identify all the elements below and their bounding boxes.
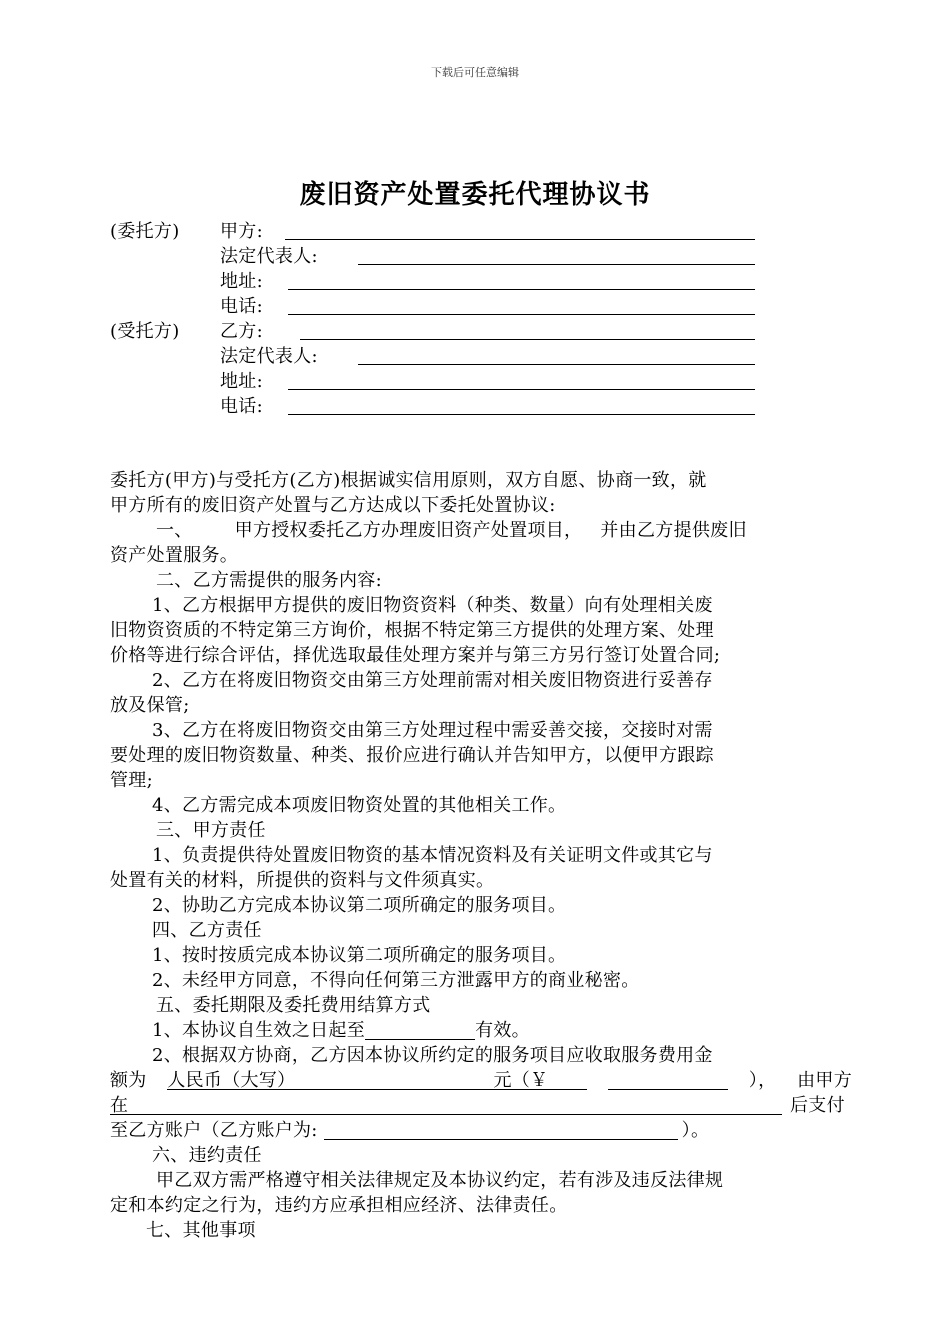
body-line: 资产处置服务。	[110, 545, 239, 566]
body-line: 甲方所有的废旧资产处置与乙方达成以下委托处置协议:	[110, 495, 556, 516]
body-line: 委托方(甲方)与受托方(乙方)根据诚实信用原则，双方自愿、协商一致，就	[110, 470, 707, 491]
party-b-phone-blank[interactable]	[288, 414, 755, 415]
body-line: 甲乙双方需严格遵守相关法律规定及本协议约定，若有涉及违反法律规	[156, 1170, 724, 1191]
payment-time-blank[interactable]: 在	[110, 1093, 782, 1115]
party-a-role: (委托方)	[110, 221, 180, 242]
body-line: 3、乙方在将废旧物资交由第三方处理过程中需妥善交接，交接时对需	[152, 720, 713, 741]
body-line: 2、乙方在将废旧物资交由第三方处理前需对相关废旧物资进行妥善存	[152, 670, 713, 691]
section-heading: 四、乙方责任	[152, 920, 262, 941]
party-b-phone-label: 电话:	[220, 396, 263, 417]
body-line: 价格等进行综合评估，择优选取最佳处理方案并与第三方另行签订处置合同;	[110, 645, 721, 666]
body-line: 定和本约定之行为，违约方应承担相应经济、法律责任。	[110, 1195, 568, 1216]
body-line: 旧物资资质的不特定第三方询价，根据不特定第三方提供的处理方案、处理	[110, 620, 714, 641]
body-line: 1、乙方根据甲方提供的废旧物资资料（种类、数量）向有处理相关废	[152, 595, 713, 616]
body-line: 2、根据双方协商，乙方因本协议所约定的服务项目应收取服务费用金	[152, 1045, 713, 1066]
document-title: 废旧资产处置委托代理协议书	[299, 180, 651, 210]
body-line: 2、协助乙方完成本协议第二项所确定的服务项目。	[152, 895, 567, 916]
section-heading: 五、委托期限及委托费用结算方式	[156, 995, 431, 1016]
party-b-address-blank[interactable]	[288, 389, 755, 390]
party-a-rep-label: 法定代表人:	[220, 246, 318, 267]
party-b-address-label: 地址:	[220, 371, 263, 392]
account-blank[interactable]	[324, 1118, 678, 1140]
body-line: 4、乙方需完成本项废旧物资处置的其他相关工作。	[152, 795, 567, 816]
section-heading: 六、违约责任	[152, 1145, 262, 1166]
body-line: 1、按时按质完成本协议第二项所确定的服务项目。	[152, 945, 567, 966]
party-a-label: 甲方:	[220, 221, 263, 242]
body-line: 1、负责提供待处置废旧物资的基本情况资料及有关证明文件或其它与	[152, 845, 713, 866]
party-a-name-blank[interactable]	[285, 239, 755, 240]
party-a-address-label: 地址:	[220, 271, 263, 292]
term-line: 1、本协议自生效之日起至 有效。	[152, 1020, 530, 1041]
party-a-rep-blank[interactable]	[358, 264, 755, 265]
body-line: 2、未经甲方同意，不得向任何第三方泄露甲方的商业秘密。	[152, 970, 640, 991]
section-1-number: 一、	[156, 520, 193, 541]
party-b-role: (受托方)	[110, 321, 180, 342]
party-a-phone-label: 电话:	[220, 296, 263, 317]
payment-time-line: 在 后支付	[110, 1095, 845, 1116]
body-line: 管理;	[110, 770, 153, 791]
body-line: 放及保管;	[110, 695, 190, 716]
fee-number-blank[interactable]	[608, 1068, 728, 1090]
party-b-rep-label: 法定代表人:	[220, 346, 318, 367]
body-line: 处置有关的材料，所提供的资料与文件须真实。	[110, 870, 495, 891]
section-heading: 七、其他事项	[146, 1220, 256, 1241]
header-note: 下载后可任意编辑	[431, 66, 519, 79]
party-b-rep-blank[interactable]	[358, 364, 755, 365]
fee-line: 额为 人民币（大写） 元（￥ ）， 由甲方	[110, 1070, 852, 1091]
term-end-blank[interactable]	[365, 1018, 475, 1040]
party-a-phone-blank[interactable]	[288, 314, 755, 315]
party-a-address-blank[interactable]	[288, 289, 755, 290]
section-1-line: 一、 甲方授权委托乙方办理废旧资产处置项目， 并由乙方提供废旧	[156, 520, 747, 541]
section-heading: 三、甲方责任	[156, 820, 266, 841]
fee-amount-blank[interactable]: 人民币（大写） 元（￥	[167, 1068, 587, 1090]
party-b-label: 乙方:	[220, 321, 263, 342]
party-b-name-blank[interactable]	[300, 339, 755, 340]
section-heading: 二、乙方需提供的服务内容:	[156, 570, 382, 591]
account-line: 至乙方账户（乙方账户为: ）。	[110, 1120, 710, 1141]
body-line: 要处理的废旧物资数量、种类、报价应进行确认并告知甲方，以便甲方跟踪	[110, 745, 714, 766]
